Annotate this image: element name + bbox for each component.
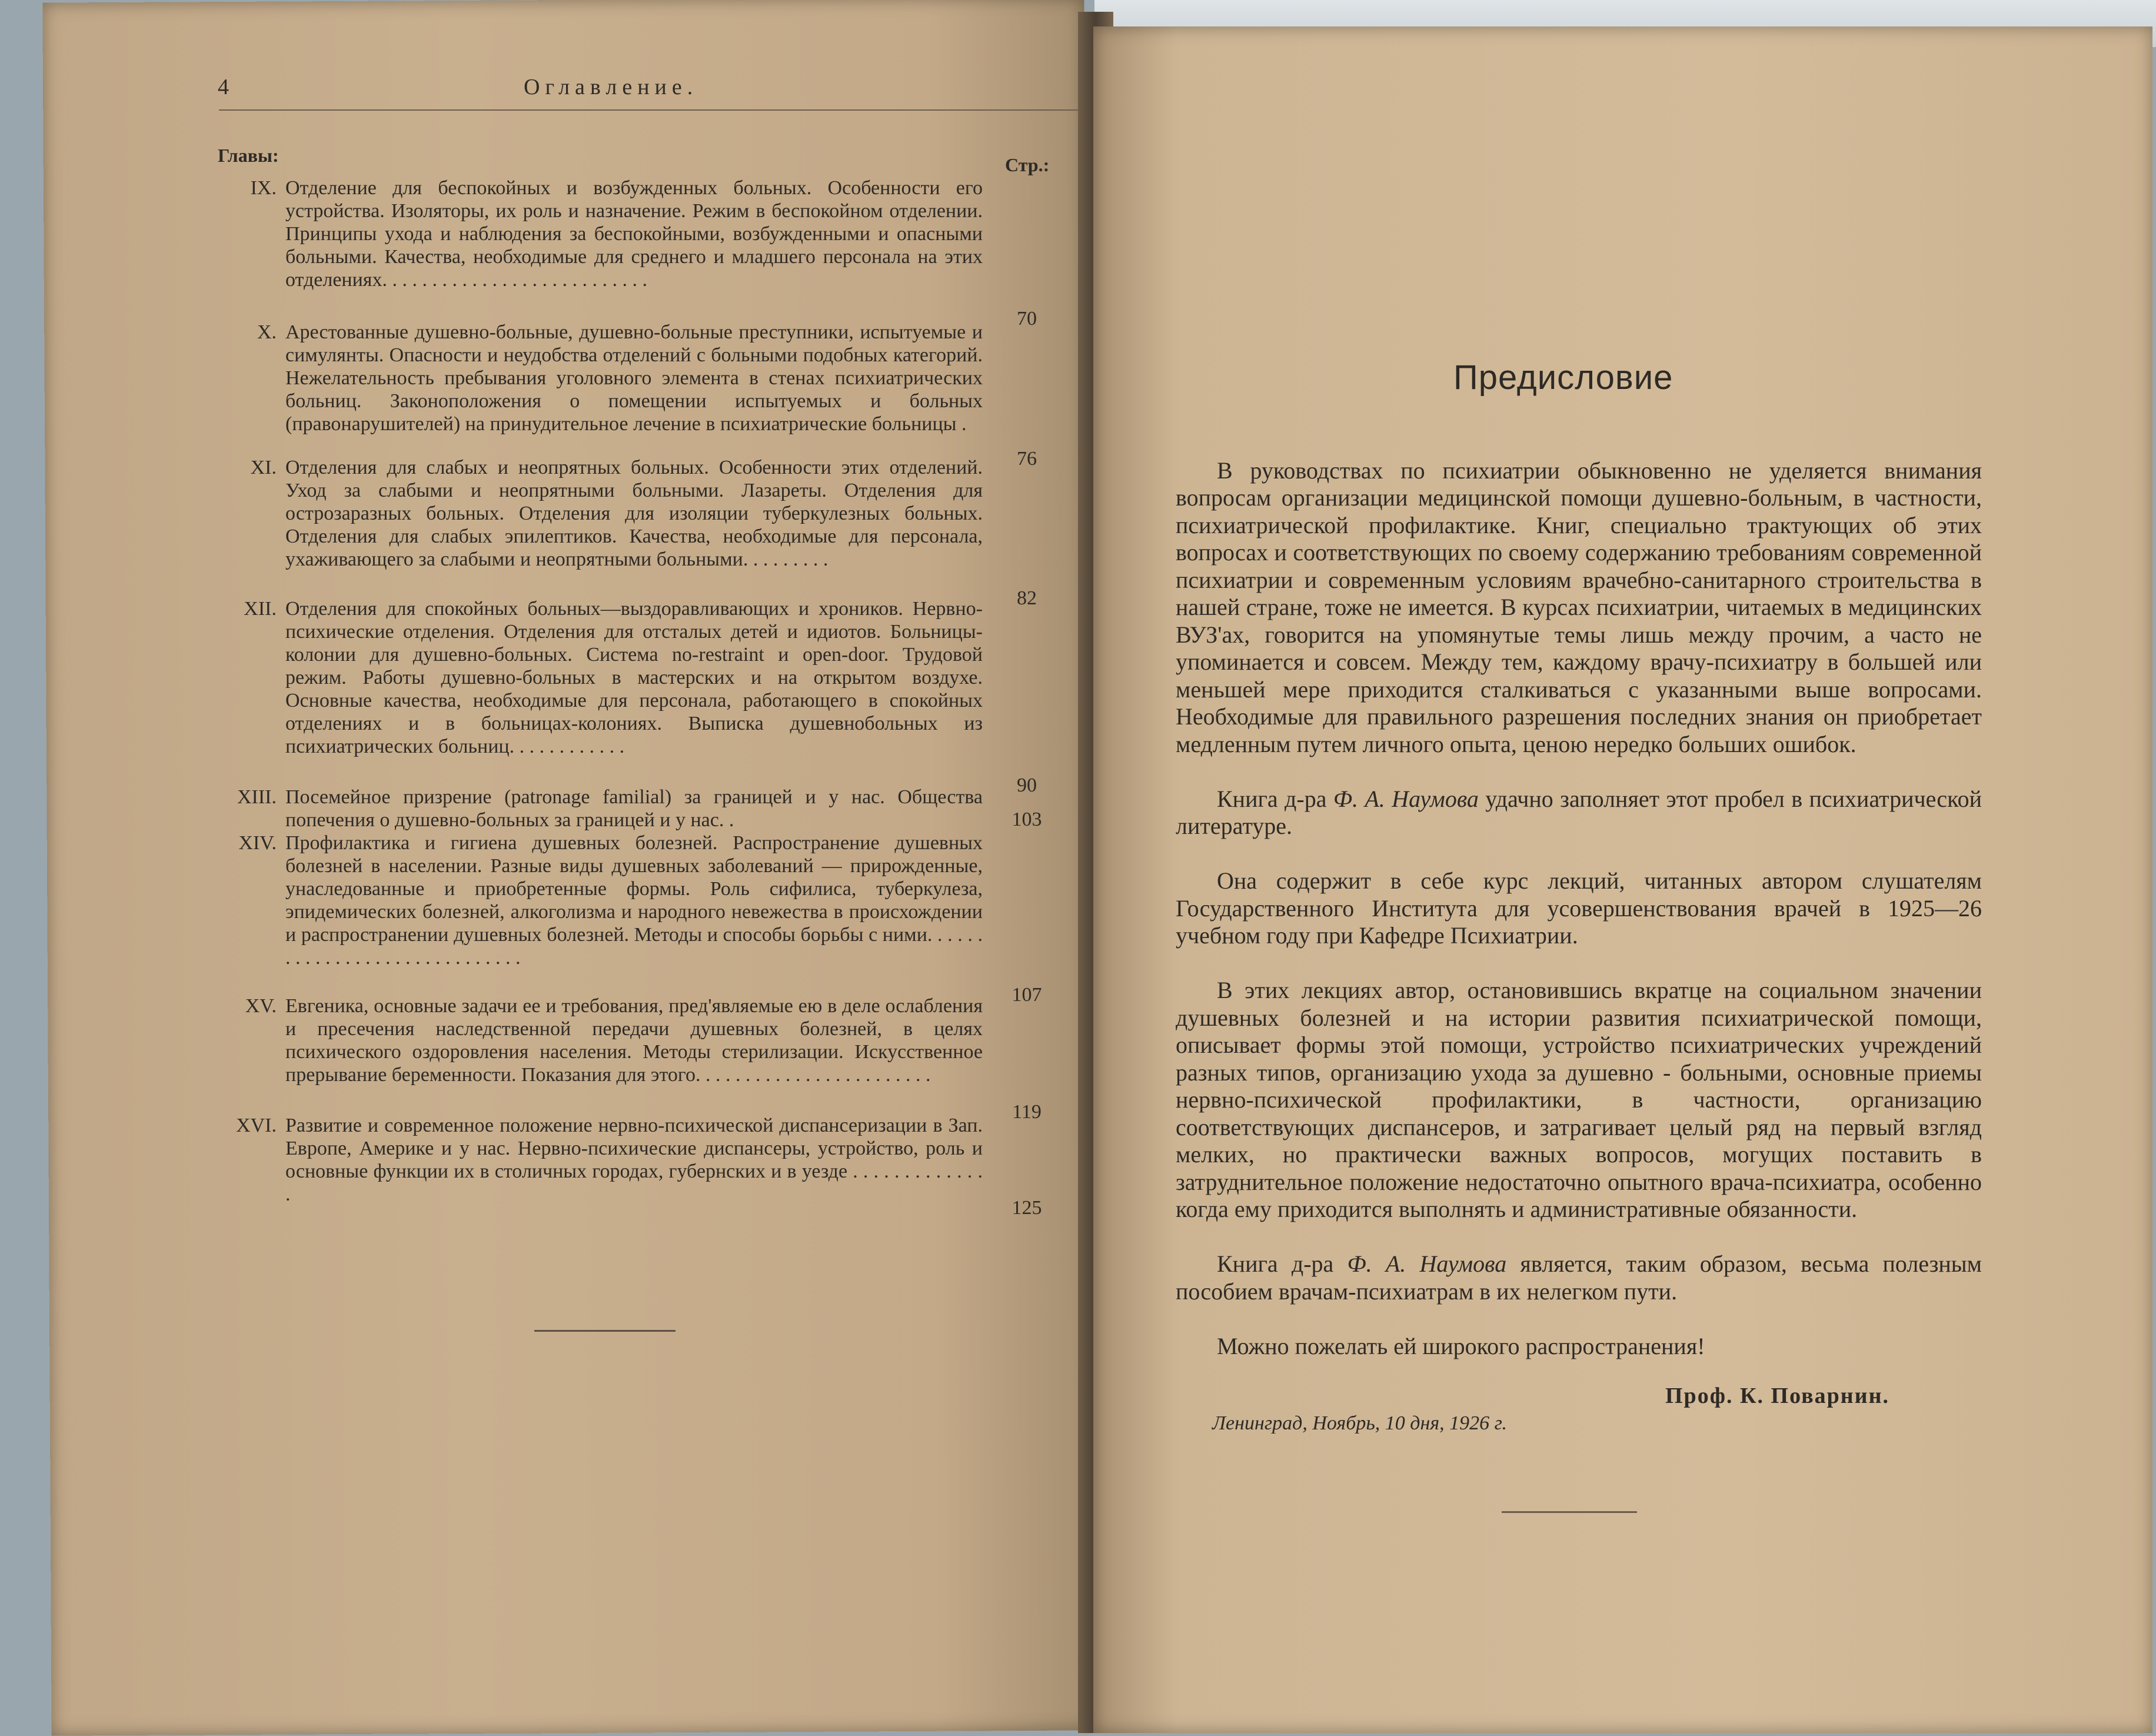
foreword-paragraph [1176,1251,1982,1305]
toc-chapter-title: Отделения для слабых и неопрятных больных. Особенности этих отделений. Уход за слабыми и неопрятными больными. Лазареты. Отделения для острозаразных больных. Отделения для изоляции туберкулезных больных. Отделения для слабых эпилептиков. Качества, необходимые для персонала, ухаживающего за слабыми и неопрятными больными. . . . . . . . . [285,457,983,570]
toc-chapter-title: Евгеника, основные задачи ее и требования, пред'являемые ею в деле ослабления и пресечения наследственной передачи душевных болезней, в целях психического оздоровления населения. Методы стерилизации. Искусственное прерывание беременности. Показания для этого. . . . . . . . . . . . . . . . . . . . . . . . [285,995,983,1086]
signature: Проф. К. Поварнин. [1665,1384,1889,1408]
foreword-paragraph [1176,786,1982,840]
place-date: Ленинград, Ноябрь, 10 дня, 1926 г. [1212,1412,1507,1434]
foreword-paragraph: В руководствах по психиатрии обыкновенно не уделяется внимания вопросам организации медицинской помощи душевно-больным, в частности, психиатрической профилактике. Книг, специально трактующих об этих вопросах и соответствующих по своему содержанию требованиям современной психиатрии и современным условиям врачебно-санитарного строительства в нашей стране, тоже не имеется. В курсах психиатрии, читаемых в медицинских ВУЗ'ах, говорится на упомянутые темы лишь между прочим, а часто не упоминается и совсем. Между тем, каждому врачу-психиатру в большей или меньшей мере приходится сталкиваться с указанными выше вопросами. Необходимые для правильного разрешения последних знания он приобретает медленным путем личного опыта, ценою нередко больших ошибок. [1176,457,1982,757]
toc-page-number: 119 [1012,1101,1042,1123]
toc-chapter-number: XIII. [237,786,277,808]
toc-chapter-title: Арестованные душевно-больные, душевно-больные преступники, испытуемые и симулянты. Опасности и неудобства отделений с больными подобных категорий. Нежелательность пребывания уголовного элемента в стенах психиатрических больниц. Законоположения о помещении испытуемых и больных (правонарушителей) на принудительное лечение в психиатрические больницы . [285,321,983,435]
toc-chapter-number: XI. [250,457,277,478]
header-rule [219,109,1096,111]
toc-page-number: 125 [1012,1197,1042,1219]
foreword-paragraph: Она содержит в себе курс лекций, читанных автором слушателям Государственного Института для усовершенствования врачей в 1925—26 учебном году при Кафедре Психиатрии. [1176,867,1982,949]
foreword-title: Предисловие [1453,358,1673,397]
author-name: Ф. А. Наумова [1333,785,1479,812]
toc-page-number: 76 [1017,448,1037,470]
toc-chapter-title: Профилактика и гигиена душевных болезней. Распространение душевных болезней в населении. Разные виды душевных заболеваний — прирожденные, унаследованные и приобретенные формы. Роль сифилиса, туберкулеза, эпидемических болезней, алкоголизма и народного невежества в происхождении и распространении душевных болезней. Методы и способы борьбы с ними. . . . . . . . . . . . . . . . . . . . . . . . . . . . . . [285,832,983,969]
foreword-paragraph: Можно пожелать ей широкого распространения! [1217,1332,1705,1359]
toc-page-number: 82 [1017,587,1037,609]
toc-chapter-number: IX. [250,177,277,199]
running-title: Оглавление. [524,75,698,99]
toc-page-number: 70 [1017,308,1037,330]
toc-chapter-title: Отделения для спокойных больных—выздоравливающих и хроников. Нервно-психические отделения. Отделения для отсталых детей и идиотов. Больницы-колонии для душевно-больных. Система no-restraint и open-door. Трудовой режим. Работы душевно-больных в мастерских и на открытом воздухе. Основные качества, необходимые для персонала, работающего в спокойных отделениях и в больницах-колониях. Выписка душевнобольных из психиатрических больниц. . . . . . . . . . . . [285,598,983,757]
toc-page-number: 90 [1017,774,1037,796]
foreword-paragraph: В этих лекциях автор, остановившись вкратце на социальном значении душевных болезней и на истории развития психиатрической помощи, описывает формы этой помощи, устройство психиатрических учреждений разных типов, организацию ухода за душевно - больными, основные приемы нервно-психической профилактики, в частности, организацию соответствующих диспансеров, и затрагивает целый ряд на первый взгляд мелких, но практически важных вопросов, могущих поставить в затруднительное положение недостаточно опытного врача-психиатра, особенно когда ему приходится выполнять и административные обязанности. [1176,977,1982,1222]
toc-chapter-number: X. [257,321,277,343]
toc-page-number: 103 [1012,809,1042,830]
foreword-body [1176,430,1982,1388]
toc-chapter-title: Отделение для беспокойных и возбужденных больных. Особенности его устройства. Изоляторы, их роль и назначение. Режим в беспокойном отделении. Принципы ухода и наблюдения за беспокойными, возбужденными и опасными больными. Качества, необходимые для среднего и младшего персонала на этих отделениях. . . . . . . . . . . . . . . . . . . . . . . . . . . [285,177,983,291]
end-rule [534,1330,676,1332]
text-run: является, таким образом, весьма полезным пособием врачам-психиатрам в их нелегком пути. [1176,1251,1982,1305]
text-run: Книга д-ра [1217,785,1333,812]
text-run: удачно заполняет этот пробел в психиатрической литературе. [1176,785,1982,839]
page-number: 4 [218,75,229,99]
chapters-column-label: Главы: [218,145,279,166]
end-rule [1502,1511,1637,1513]
toc-page-number: 107 [1012,984,1042,1006]
toc-chapter-title: Развитие и современное положение нервно-психической диспансеризации в Зап. Европе, Америке и у нас. Нервно-психические диспансеры, устройство, роль и основные функции их в столичных городах, губернских и в уезде . . . . . . . . . . . . . . [285,1115,983,1205]
toc-chapter-title: Посемейное призрение (patronage familial) за границей и у нас. Общества попечения о душевно-больных за границей и у нас. . [285,786,983,831]
pages-column-label: Стр.: [1005,154,1050,175]
toc-chapter-number: XII. [244,598,277,620]
toc-chapter-number: XV. [245,995,277,1017]
text-run: Книга д-ра [1217,1251,1348,1277]
toc-chapter-number: XIV. [238,832,277,854]
author-name: Ф. А. Наумова [1347,1251,1507,1277]
toc-chapter-number: XVI. [236,1115,277,1136]
